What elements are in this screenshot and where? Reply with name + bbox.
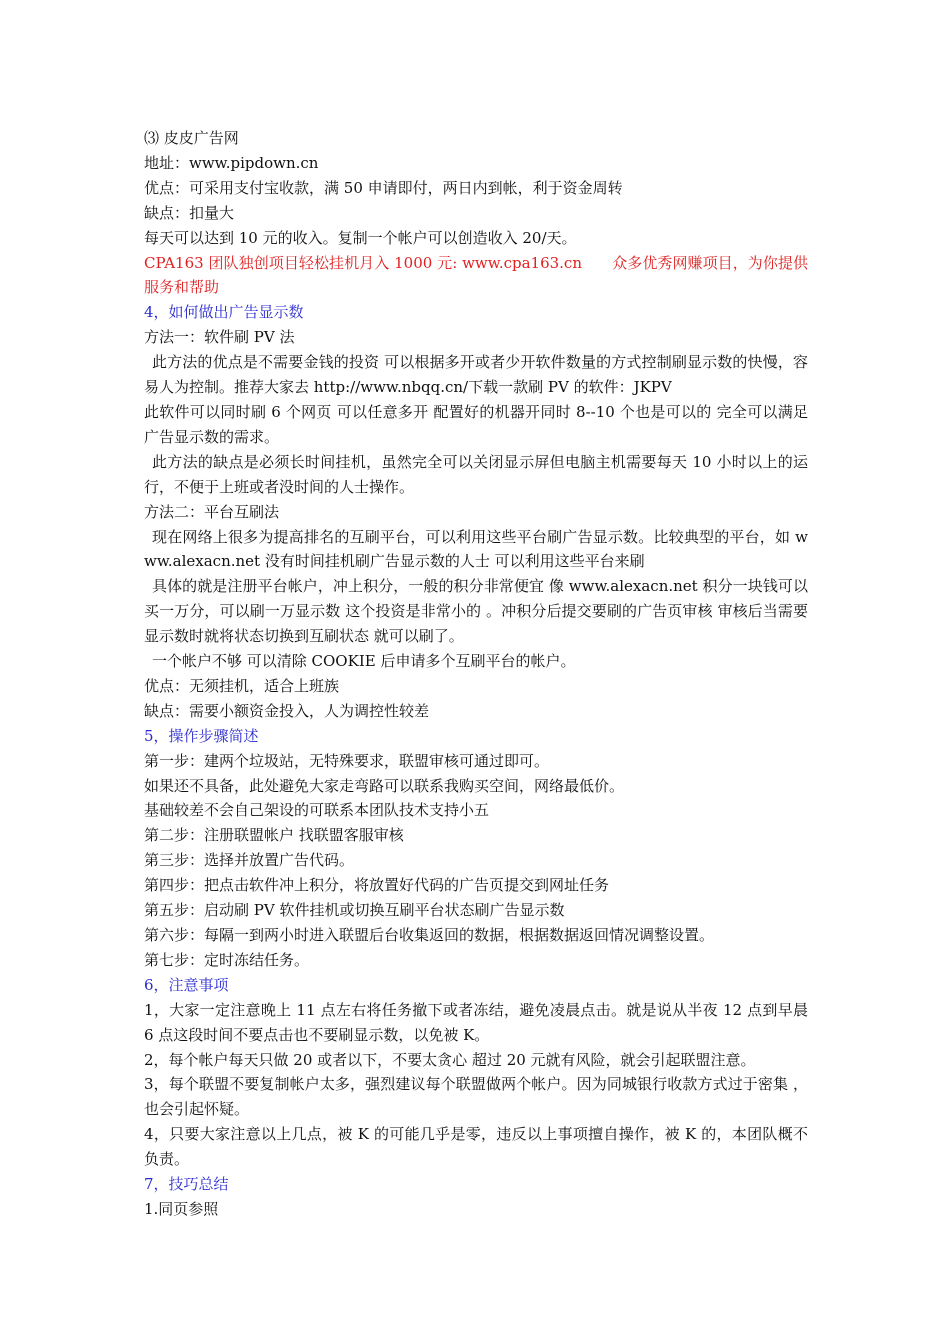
section-heading-7: 7，技巧总结	[144, 1175, 229, 1194]
caution-item-2: 2，每个帐户每天只做 20 或者以下，不要太贪心 超过 20 元就有风险，就会引起联盟注意。	[144, 1050, 756, 1069]
pros-text: 优点：可采用支付宝收款，满 50 申请即付，两日内到帐，利于资金周转	[144, 178, 623, 197]
caution-item-3: 3，每个联盟不要复制帐户太多，强烈建议每个联盟做两个帐户。因为同城银行收款方式过于密集 ，也会引起怀疑。	[144, 1075, 808, 1119]
method-one-cons-paragraph: 此方法的缺点是必须长时间挂机，虽然完全可以关闭显示屏但电脑主机需要每天 10 小时以上的运行，不便于上班或者没时间的人士操作。	[144, 452, 808, 496]
step-two: 第二步：注册联盟帐户 找联盟客服审核	[144, 826, 404, 845]
method-two-intro-paragraph: 现在网络上很多为提高排名的互刷平台，可以利用这些平台刷广告显示数。比较典型的平台，如 www.alexacn.net 没有时间挂机刷广告显示数的人士 可以利用这些平台来刷	[144, 527, 808, 571]
step-three: 第三步：选择并放置广告代码。	[144, 851, 355, 870]
section-heading-4: 4，如何做出广告显示数	[144, 303, 304, 322]
step-five: 第五步：启动刷 PV 软件挂机或切换互刷平台状态刷广告显示数	[144, 901, 565, 920]
section-heading-6: 6，注意事项	[144, 975, 229, 994]
section-item-title: ⑶ 皮皮广告网	[144, 129, 239, 147]
method-two-tip-paragraph: 一个帐户不够 可以清除 COOKIE 后申请多个互刷平台的帐户。	[152, 652, 576, 671]
cons-text: 缺点：扣量大	[144, 203, 235, 222]
promo-banner-text: CPA163 团队独创项目轻松挂机月入 1000 元: www.cpa163.cn 众多优秀网赚项目，为你提供服务和帮助	[144, 253, 808, 297]
caution-item-1: 1，大家一定注意晚上 11 点左右将任务撤下或者冻结，避免凌晨点击。就是说从半夜 12 点到早晨 6 点这段时间不要点击也不要刷显示数，以免被 K。	[144, 1000, 808, 1044]
step-four: 第四步：把点击软件冲上积分，将放置好代码的广告页提交到网址任务	[144, 876, 610, 895]
section-heading-5: 5，操作步骤简述	[144, 726, 259, 745]
step-one-note: 如果还不具备，此处避免大家走弯路可以联系我购买空间，网络最低价。	[144, 776, 625, 795]
income-text: 每天可以达到 10 元的收入。复制一个帐户可以创造收入 20/天。	[144, 228, 577, 247]
method-two-pros: 优点：无须挂机，适合上班族	[144, 676, 340, 695]
step-one-support-note: 基础较差不会自己架设的可联系本团队技术支持小五	[144, 801, 490, 820]
method-one-detail-paragraph: 此软件可以同时刷 6 个网页 可以任意多开 配置好的机器开同时 8--10 个也是可以的 完全可以满足广告显示数的需求。	[144, 402, 808, 446]
method-one-title: 方法一：软件刷 PV 法	[144, 328, 295, 347]
caution-item-4: 4，只要大家注意以上几点，被 K 的可能几乎是零，违反以上事项擅自操作，被 K 的，本团队概不负责。	[144, 1125, 808, 1169]
method-two-cons: 缺点：需要小额资金投入，人为调控性较差	[144, 701, 430, 720]
step-one: 第一步：建两个垃圾站，无特殊要求，联盟审核可通过即可。	[144, 751, 550, 770]
site-address: 地址：www.pipdown.cn	[144, 153, 319, 172]
method-one-pros-paragraph: 此方法的优点是不需要金钱的投资 可以根据多开或者少开软件数量的方式控制刷显示数的快慢，容易人为控制。推荐大家去 http://www.nbqq.cn/下载一款刷 PV 的软件：JKPV	[144, 353, 808, 397]
method-two-title: 方法二：平台互刷法	[144, 502, 280, 521]
method-two-detail-paragraph: 具体的就是注册平台帐户，冲上积分，一般的积分非常便宜 像 www.alexacn.net 积分一块钱可以买一万分，可以刷一万显示数 这个投资是非常小的 。冲积分后提交要刷的广告页审核 审核后当需要显示数时就将状态切换到互刷状态 就可以刷了。	[144, 577, 808, 646]
step-six: 第六步：每隔一到两小时进入联盟后台收集返回的数据，根据数据返回情况调整设置。	[144, 926, 715, 944]
step-seven: 第七步：定时冻结任务。	[144, 950, 310, 969]
document-page	[144, 126, 808, 1222]
tips-item-1: 1.同页参照	[144, 1199, 219, 1218]
